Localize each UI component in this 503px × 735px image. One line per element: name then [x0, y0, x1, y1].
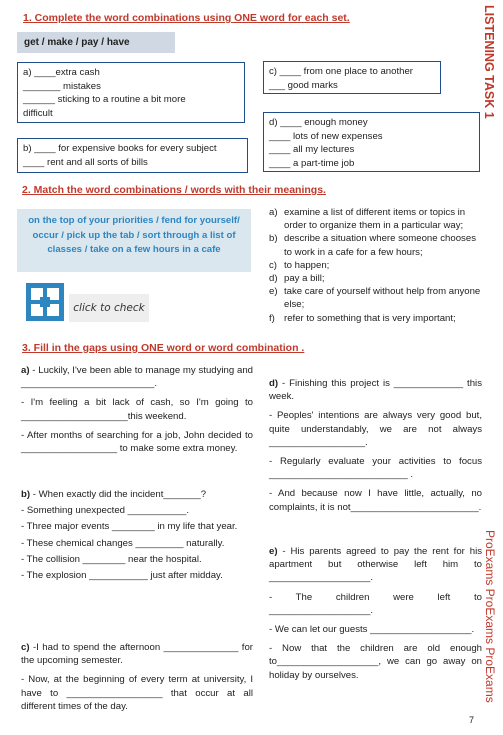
task2-heading: 2. Match the word combinations / words with their meanings. — [22, 184, 326, 196]
box-a-line-4: difficult — [23, 107, 53, 119]
grid-icon — [26, 283, 64, 321]
box-c-line-2: ___ good marks — [269, 79, 338, 91]
box-a-line-2: _______ mistakes — [23, 80, 101, 92]
task1-box-d — [263, 112, 480, 172]
set-c-item-2: - Now, at the beginning of every term at university, I have to __________________ that occur at all different times of the day. — [21, 674, 253, 712]
set-b-item-5: - The collision ________ near the hospital. — [21, 553, 202, 565]
set-a-item-3: - After months of searching for a job, John decided to __________________ to make some extra money. — [21, 429, 253, 455]
set-d-item-3: - Regularly evaluate your activities to focus __________________________ . — [269, 456, 482, 481]
set-b-item-4: - These chemical changes _________ naturally. — [21, 537, 225, 549]
box-a-line-3: ______ sticking to a routine a bit more — [23, 94, 186, 105]
set-e-item-1: e) - His parents agreed to pay the rent for his apartment but otherwise left him to ___________________. — [269, 546, 482, 584]
set-a-item-2: - I'm feeling a bit lack of cash, so I'm going to ____________________this weekend. — [21, 397, 253, 422]
set-e-item-2: - The children were left to ___________________. — [269, 591, 482, 616]
task1-box-b — [17, 138, 248, 173]
meaning-f: f) refer to something that is very important; — [269, 312, 456, 324]
box-b-line-1: b) ____ for expensive books for every subject — [23, 143, 217, 154]
set-c-item-1: c) -I had to spend the afternoon ______________ for the upcoming semester. — [21, 642, 253, 667]
set-b-item-2: - Something unexpected ___________. — [21, 505, 190, 517]
meaning-a: a) examine a list of different items or topics in order to organize them in a particular way; — [269, 207, 466, 232]
side-footer: ProExams ProExams ProExams — [483, 530, 497, 703]
task3-set-b — [21, 488, 253, 585]
task1-box-c — [263, 61, 441, 94]
box-d-line-3: ____ all my lectures — [269, 144, 355, 155]
set-a-item-1: a) - Luckily, I've been able to manage my studying and _________________________. — [21, 365, 253, 390]
meaning-b: b) describe a situation where someone chooses to work in a cafe for a few hours; — [269, 233, 476, 258]
box-d-line-2: ____ lots of new expenses — [269, 130, 383, 142]
set-b-item-6: - The explosion ___________ just after midday. — [21, 570, 223, 582]
box-d-line-1: d) ____ enough money — [269, 117, 368, 128]
task1-heading: 1. Complete the word combinations using ONE word for each set. — [23, 12, 350, 24]
box-a-line-1: a) ____extra cash — [23, 67, 100, 78]
set-b-item-1: b) - When exactly did the incident_______? — [21, 489, 207, 500]
box-b-line-2: ____ rent and all sorts of bills — [23, 156, 148, 168]
task3-set-d — [269, 377, 482, 520]
task2-phrases-box: on the top of your priorities / fend for yourself/ occur / pick up the tab / sort through a list of classes / take on a few hours in a cafe — [17, 209, 251, 272]
meaning-e: e) take care of yourself without help from anyone else; — [269, 286, 481, 311]
task3-set-a — [21, 364, 253, 461]
task1-box-a — [17, 62, 245, 123]
box-c-line-1: c) ____ from one place to another — [269, 66, 413, 77]
click-to-check-button[interactable]: click to check — [69, 294, 149, 322]
set-b-item-3: - Three major events ________ in my life that year. — [21, 521, 238, 533]
task1-options: get / make / pay / have — [17, 32, 175, 53]
meaning-c: c) to happen; — [269, 259, 330, 271]
meaning-d: d) pay a bill; — [269, 273, 325, 285]
set-e-item-4: - Now that the children are old enough to___________________, we can go away on holiday by ourselves. — [269, 643, 482, 681]
task3-set-c — [21, 641, 253, 719]
page-number: 7 — [469, 715, 475, 725]
check-puzzle-icon[interactable] — [26, 283, 64, 321]
side-title: LISTENING TASK 1 — [482, 5, 496, 119]
set-d-item-2: - Peoples' intentions are always very good but, quite understandably, we are not always __________________. — [269, 410, 482, 448]
set-d-item-1: d) - Finishing this project is _____________ this week. — [269, 378, 482, 403]
task2-meanings — [269, 206, 482, 325]
box-d-line-4: ____ a part-time job — [269, 157, 355, 169]
set-e-item-3: - We can let our guests ___________________. — [269, 624, 475, 636]
set-d-item-4: - And because now I have little, actually, no complaints, it is not________________________. — [269, 488, 482, 513]
task3-set-e — [269, 545, 482, 688]
task3-heading: 3. Fill in the gaps using ONE word or word combination . — [22, 342, 305, 354]
